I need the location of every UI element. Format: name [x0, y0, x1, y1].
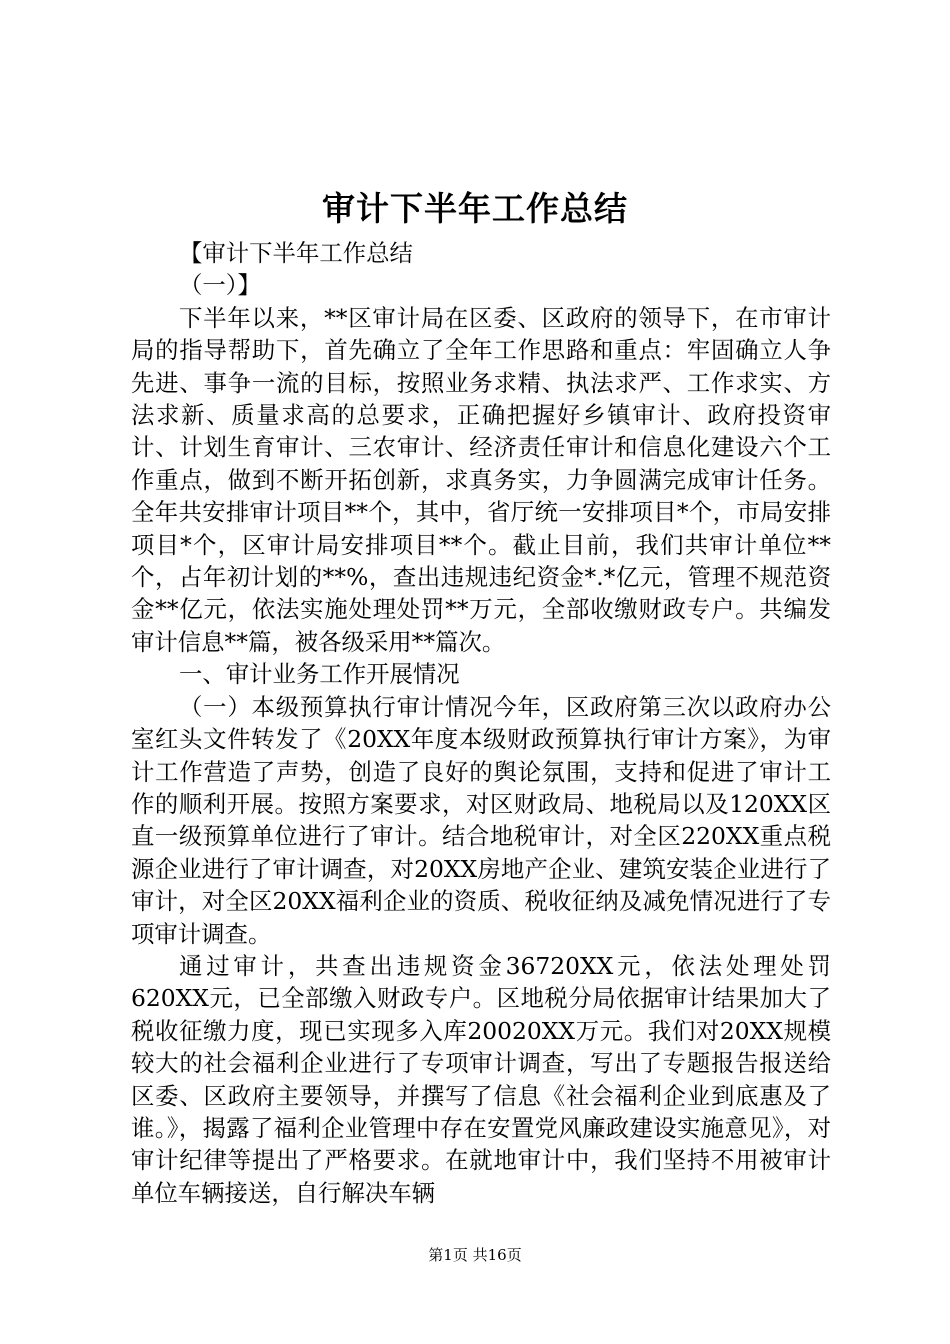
paragraph-summary: 下半年以来，**区审计局在区委、区政府的领导下，在市审计局的指导帮助下，首先确立了全年工作思路和重点：牢固确立人争先进、事争一流的目标，按照业务求精、执法求严、工作求实、方法求新、质量求高的总要求，正确把握好乡镇审计、政府投资审计、计划生育审计、三农审计、经济责任审计和信息化建设六个工作重点，做到不断开拓创新，求真务实，力争圆满完成审计任务。全年共安排审计项目**个，其中，省厅统一安排项目*个，市局安排项目*个，区审计局安排项目**个。截止目前，我们共审计单位**个，占年初计划的**%，查出违规违纪资金*.*亿元，管理不规范资金**亿元，依法实施处理处罚**万元，全部收缴财政专户。共编发审计信息**篇，被各级采用**篇次。	[131, 303, 831, 656]
page-footer: 第1页 共16页	[428, 1246, 522, 1264]
document-title: 审计下半年工作总结	[322, 189, 628, 228]
paragraph-audit-results: 通过审计，共查出违规资金36720XX元，依法处理处罚620XX元，已全部缴入财政专户。区地税分局依据审计结果加大了税收征缴力度，现已实现多入库20020XX万元。我们对20XX规模较大的社会福利企业进行了专项审计调查，写出了专题报告报送给区委、区政府主要领导，并撰写了信息《社会福利企业到底惠及了谁。》，揭露了福利企业管理中存在安置党风廉政建设实施意见》，对审计纪律等提出了严格要求。在就地审计中，我们坚持不用被审计单位车辆接送，自行解决车辆	[131, 951, 831, 1207]
paragraph-budget-audit: （一）本级预算执行审计情况今年，区政府第三次以政府办公室红头文件转发了《20XX年度本级财政预算执行审计方案》，为审计工作营造了声势，创造了良好的舆论氛围，支持和促进了审计工作的顺利开展。按照方案要求，对区财政局、地税局以及120XX区直一级预算单位进行了审计。结合地税审计，对全区220XX重点税源企业进行了审计调查，对20XX房地产企业、建筑安装企业进行了审计，对全区20XX福利企业的资质、税收征纳及减免情况进行了专项审计调查。	[131, 692, 831, 948]
heading-line-1: 【审计下半年工作总结	[179, 239, 413, 267]
section-heading: 一、审计业务工作开展情况	[179, 660, 460, 689]
heading-line-2: （一）】	[179, 271, 261, 300]
document-body	[131, 237, 831, 1209]
